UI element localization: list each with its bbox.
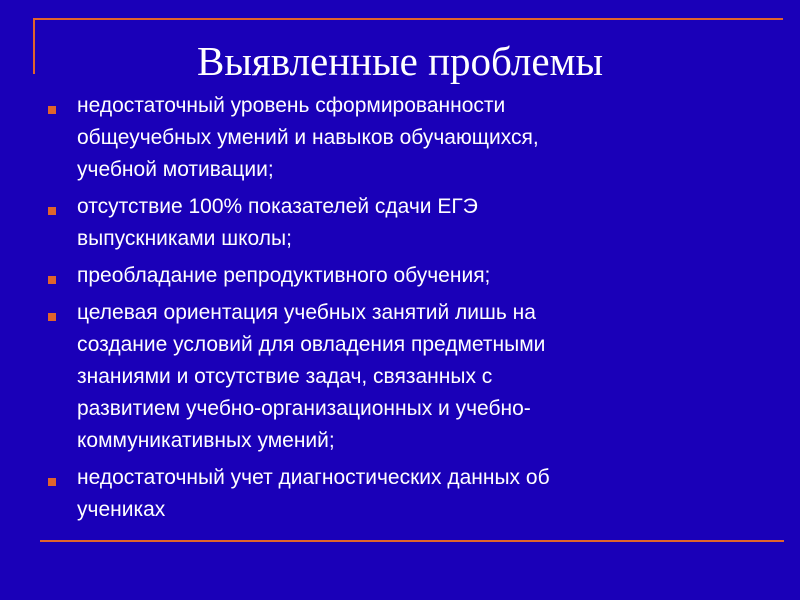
bullet-item	[48, 260, 768, 292]
bullet-item	[48, 297, 768, 457]
bullet-item	[48, 462, 768, 526]
bullet-line: недостаточный учет диагностических данных об	[77, 466, 550, 489]
square-bullet-icon	[48, 106, 56, 114]
bullet-line: коммуникативных умений;	[77, 429, 335, 452]
bullet-line: целевая ориентация учебных занятий лишь на	[77, 301, 536, 324]
bottom-divider-line	[40, 540, 784, 542]
bullet-line: знаниями и отсутствие задач, связанных с	[77, 365, 493, 388]
bullet-line: выпускниками школы;	[77, 227, 292, 250]
bullet-line: учебной мотивации;	[77, 158, 274, 181]
bullet-line: общеучебных умений и навыков обучающихся,	[77, 126, 539, 149]
square-bullet-icon	[48, 478, 56, 486]
bullet-line: недостаточный уровень сформированности	[77, 94, 506, 117]
bullet-line: учениках	[77, 498, 166, 521]
bullet-line: создание условий для овладения предметными	[77, 333, 546, 356]
square-bullet-icon	[48, 313, 56, 321]
bullet-list	[48, 90, 768, 531]
bullet-line: развитием учебно-организационных и учебно-	[77, 397, 531, 420]
bullet-item	[48, 191, 768, 255]
square-bullet-icon	[48, 207, 56, 215]
square-bullet-icon	[48, 276, 56, 284]
bullet-line: отсутствие 100% показателей сдачи ЕГЭ	[77, 195, 478, 218]
slide-title: Выявленные проблемы	[196, 38, 604, 84]
top-frame-line	[33, 18, 783, 20]
bullet-line: преобладание репродуктивного обучения;	[77, 264, 491, 287]
bullet-item	[48, 90, 768, 186]
